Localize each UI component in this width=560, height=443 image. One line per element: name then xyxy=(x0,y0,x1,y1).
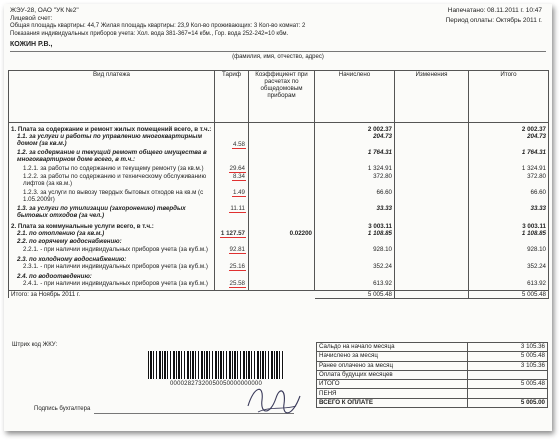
tariff-value: 11.11 xyxy=(230,205,245,213)
table-row: 2. Плата за коммунальные услуги всего, в т.ч.: 3 003.11 3 003.11 xyxy=(9,223,549,230)
col-charged: Начислено xyxy=(315,71,395,123)
table-row: 1.1. за услуги и работы по управлению многоквартирным домом (за кв.м.) 4.58 204.73 204.73 xyxy=(9,133,549,149)
payment-period: Период оплаты: Октябрь 2011 г. xyxy=(445,17,542,24)
table-row: 1.2.2. за работы по содержанию и техническому обслуживанию лифтов (за кв.м.) 8.34 372.80 372.80 xyxy=(9,173,549,189)
table-row: 1.2.1. за работы по содержанию и текущему ремонту (за кв.м.) 29.64 1 324.91 1 324.91 xyxy=(9,165,549,173)
name-hint: (фамилия, имя, отчество, адрес) xyxy=(232,54,324,60)
tariff-value: 8.34 xyxy=(232,173,245,181)
tariff-value: 29.64 xyxy=(229,165,245,173)
totals-row: Итого: за Ноябрь 2011 г. 5 005.48 5 005.48 xyxy=(9,290,549,298)
printed-date: Напечатано: 08.11.2011 г. 10:47 xyxy=(447,7,542,14)
table-row: 1.3. за услуги по утилизации (захоронению) твердых бытовых отходов (за чел.) 11.11 33.33 33.33 xyxy=(9,205,549,223)
barcode-image xyxy=(148,351,284,379)
summary-row: ПЕНЯ xyxy=(317,389,548,398)
barcode-number: 00002827320050050000000000 xyxy=(170,381,262,387)
tariff-value: 4.58 xyxy=(232,141,245,149)
meter-readings: Показания индивидуальных приборов учета: Хол. вода 381-367=14 кбм., Гор. вода 252-242=10 кбм. xyxy=(10,31,289,37)
tariff-value: 25.16 xyxy=(229,262,245,270)
summary-row: Оплата будущих месяцев xyxy=(317,370,548,379)
col-changes: Изменения xyxy=(395,71,469,123)
signature-label: Подпись бухгалтера xyxy=(34,406,91,412)
tariff-value: 92.81 xyxy=(229,245,245,253)
summary-row-total: ВСЕГО К ОПЛАТЕ 5 005.00 xyxy=(317,398,548,407)
table-row: 2.3. по холодному водоснабжению: xyxy=(9,256,549,263)
name-underline xyxy=(10,51,546,52)
payer-name: КОЖИН Р.В., xyxy=(10,41,53,48)
summary-row: Ранее оплачено за месяц 3 105.36 xyxy=(317,361,548,370)
table-row: 2.3.1. - при наличии индивидуальных приборов учета (за куб.м.) 25.16 352.24 352.24 xyxy=(9,263,549,273)
table-row: 1. Плата за содержание и ремонт жилых помещений всего, в т.ч.: 2 002.37 2 002.37 xyxy=(9,126,549,133)
col-tariff: Тариф xyxy=(215,71,249,123)
table-row: 2.4. по водоотведению: xyxy=(9,273,549,280)
org-name: ЖЭУ-28, ОАО "УК №2" xyxy=(10,7,79,14)
table-row: 1.2.3. за услуги по вывозу твердых бытовых отходов на кв.м (с 1.05.2009г) 1.49 66.60 66.60 xyxy=(9,189,549,205)
table-row: 2.4.1. - при наличии индивидуальных приборов учета (за куб.м.) 25.58 613.92 613.92 xyxy=(9,280,549,290)
area-info: Общая площадь квартиры: 44,7 Жилая площадь квартиры: 23,9 Кол-во проживающих: 3 Кол-во комнат: 2 xyxy=(10,23,306,29)
table-row: 2.1. по отоплению (за кв.м.) 1 127.57 0.02200 1 108.85 1 108.85 xyxy=(9,230,549,238)
account-label: Лицевой счет: xyxy=(10,15,53,22)
receipt-page xyxy=(4,4,552,431)
signature-scribble xyxy=(240,376,310,424)
col-coefficient: Коэффициент при расчетах по общедомовым приборам xyxy=(249,71,315,123)
table-row: 1.2. за содержание и текущий ремонт общего имущества в многоквартирном доме всего, в т.ч.: 1 764.31 1 764.31 xyxy=(9,149,549,165)
summary-row: Начислено за месяц 5 005.48 xyxy=(317,352,548,361)
col-total: Итого xyxy=(469,71,549,123)
tariff-value: 1.49 xyxy=(232,189,245,197)
summary-row: ИТОГО 5 005.48 xyxy=(317,380,548,389)
summary-table xyxy=(316,342,548,408)
col-payment-type: Вид платежа xyxy=(9,71,215,123)
summary-row: Сальдо на начало месяца 3 105.36 xyxy=(317,343,548,352)
charges-table xyxy=(8,70,549,299)
tariff-value: 1 127.57 xyxy=(220,230,245,238)
tariff-value: 25.58 xyxy=(229,280,245,288)
table-row: 2.2.1. - при наличии индивидуальных приборов учета (за куб.м.) 92.81 928.10 928.10 xyxy=(9,246,549,256)
table-row: 2.2. по горячему водоснабжению: xyxy=(9,238,549,245)
barcode-label: Штрих код ЖКУ: xyxy=(12,342,58,348)
